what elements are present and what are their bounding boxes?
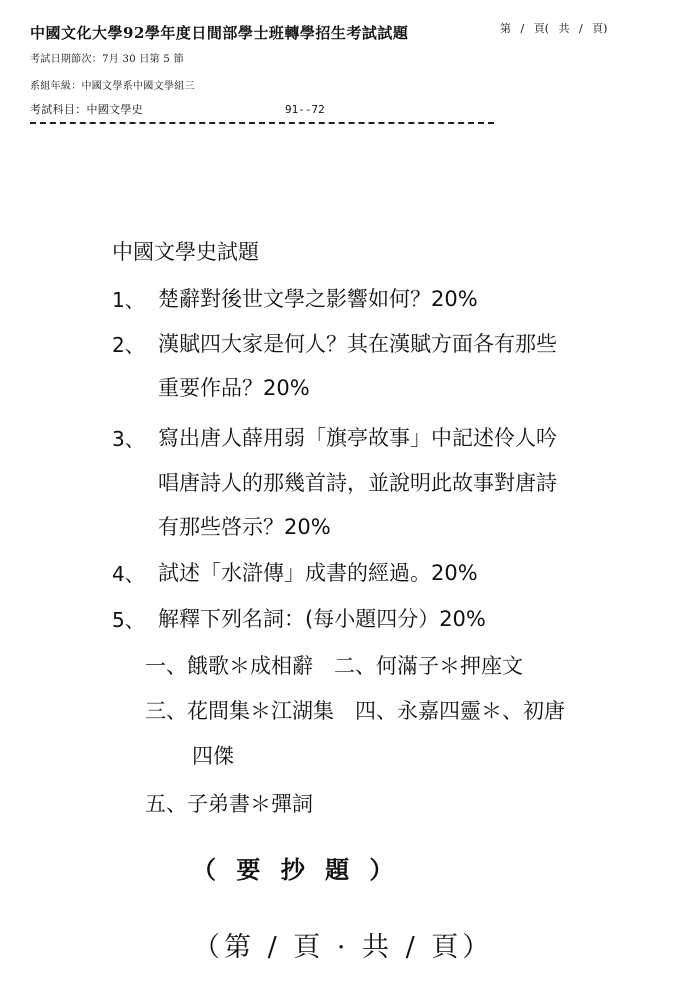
question-text: 重要作品？20% (158, 376, 310, 400)
question-number: 1、 (112, 288, 145, 312)
question-text: 寫出唐人薛用弱「旗亭故事」中記述伶人吟 (158, 426, 557, 450)
subject-line: 考試科目：中國文學史 (30, 103, 143, 116)
header-page-info: 第 / 頁( 共 / 頁) (500, 22, 608, 35)
question-text: 唱唐詩人的那幾首詩，並說明此故事對唐詩 (158, 471, 557, 495)
question-number: 3、 (112, 427, 145, 451)
question-text: 漢賦四大家是何人？其在漢賦方面各有那些 (158, 332, 557, 356)
question-number: 4、 (112, 562, 145, 586)
exam-heading: 中國文學史試題 (112, 240, 259, 264)
question-text: 楚辭對後世文學之影響如何？20% (158, 287, 478, 311)
term-subitem: 四傑 (192, 744, 234, 768)
page-footer: （第 / 頁 · 共 / 頁） (193, 932, 494, 963)
term-subitem: 五、子弟書＊彈詞 (145, 792, 313, 816)
exam-code: 91--72 (285, 103, 325, 116)
header-divider (30, 122, 494, 124)
question-number: 2、 (112, 333, 145, 357)
question-number: 5、 (112, 608, 145, 632)
term-subitem: 三、花間集＊江湖集 四、永嘉四靈＊、初唐 (145, 699, 565, 723)
department-line: 系組年級：中國文學系中國文學組三 (30, 81, 195, 92)
copy-question-note: （ 要 抄 題 ） (192, 855, 400, 884)
question-text: 試述「水滸傳」成書的經過。20% (158, 561, 478, 585)
term-subitem: 一、餓歌＊成相辭 二、何滿子＊押座文 (145, 654, 523, 678)
exam-date-line: 考試日期節次：7月 30 日第 5 節 (30, 54, 184, 65)
question-text: 有那些啓示？20% (158, 515, 331, 539)
question-text: 解釋下列名詞：(每小題四分）20% (158, 607, 486, 631)
exam-header-title: 中國文化大學92學年度日間部學士班轉學招生考試試題 (30, 24, 409, 42)
